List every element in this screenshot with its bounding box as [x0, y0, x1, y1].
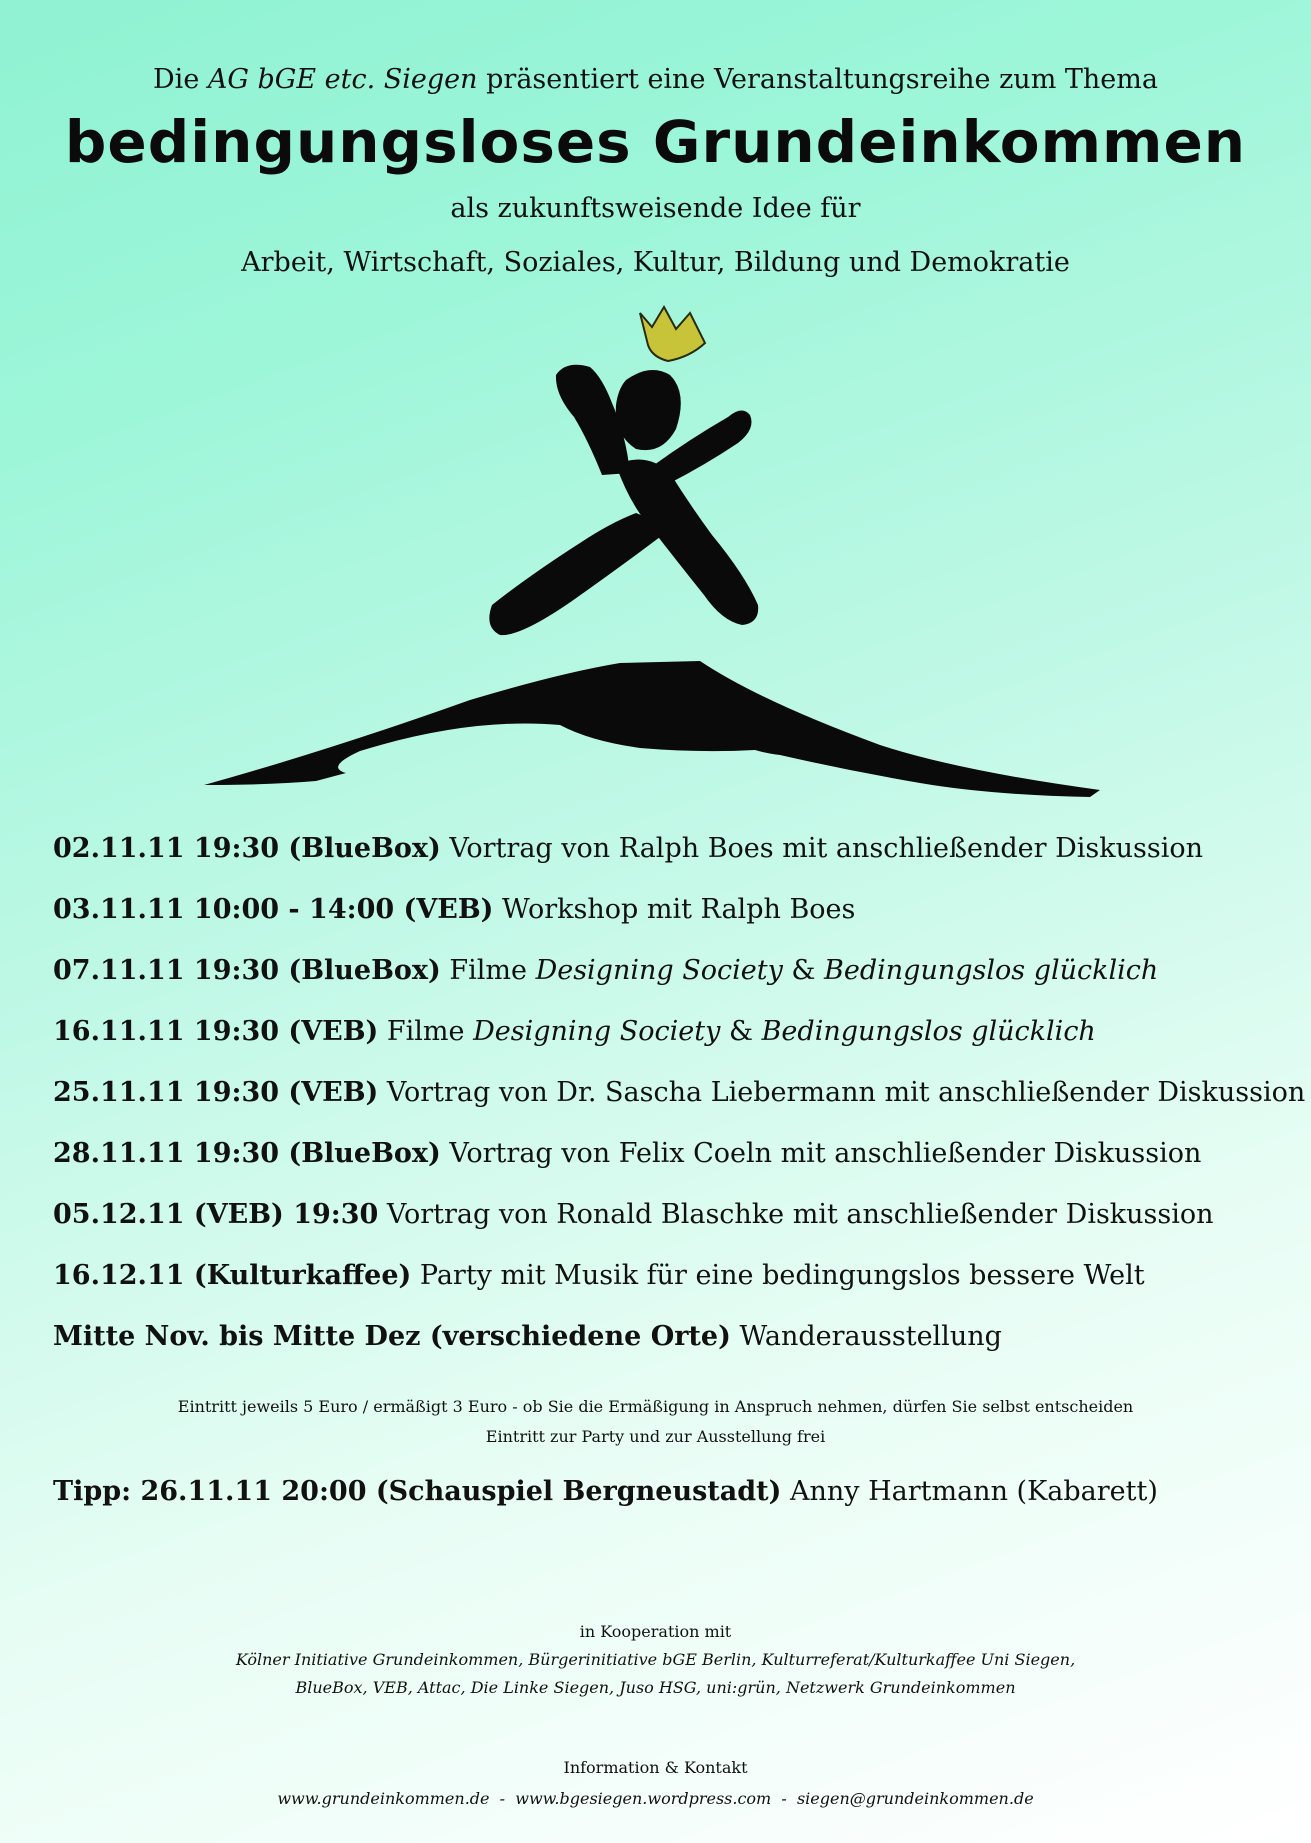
admission-line-1: Eintritt jeweils 5 Euro / ermäßigt 3 Euro - ob Sie die Ermäßigung in Anspruch nehmen, dürfen Sie selbst entscheiden	[177, 1397, 1134, 1416]
intro-post: präsentiert eine Veranstaltungsreihe zum Thema	[477, 64, 1158, 95]
event-date: 28.11.11 19:30 (BlueBox)	[53, 1138, 441, 1169]
tip-description: Anny Hartmann (Kabarett)	[781, 1476, 1158, 1507]
event-list	[53, 830, 1306, 1379]
event-date: 03.11.11 10:00 - 14:00 (VEB)	[53, 894, 494, 925]
event-date: 07.11.11 19:30 (BlueBox)	[53, 955, 441, 986]
event-description: Party mit Musik für eine bedingungslos bessere Welt	[411, 1260, 1145, 1291]
figure-head-icon	[616, 370, 681, 450]
cooperation-heading: in Kooperation mit	[579, 1622, 732, 1641]
cooperation-partners-1: Kölner Initiative Grundeinkommen, Bürgerinitiative bGE Berlin, Kulturreferat/Kulturkaffee Uni Siegen,	[235, 1650, 1076, 1669]
organizer-name: AG bGE etc. Siegen	[207, 64, 478, 95]
crown-icon	[640, 307, 705, 361]
list-item	[53, 830, 1273, 891]
event-description: Vortrag von Felix Coeln mit anschließender Diskussion	[440, 1138, 1202, 1169]
film-title: Designing Society	[535, 955, 783, 986]
event-description: Workshop mit Ralph Boes	[493, 894, 856, 925]
subtitle-line-1: als zukunftsweisende Idee für	[450, 193, 861, 224]
event-date: 25.11.11 19:30 (VEB)	[53, 1077, 379, 1108]
contact-heading: Information & Kontakt	[563, 1758, 748, 1777]
event-date: Mitte Nov. bis Mitte Dez (verschiedene Orte)	[53, 1321, 731, 1352]
admission-info	[0, 1392, 1311, 1452]
list-item	[53, 1257, 1273, 1318]
poster-title: bedingungsloses Grundeinkommen	[64, 108, 1247, 176]
ground-icon	[204, 661, 1100, 797]
ampersand: &	[720, 1016, 762, 1047]
list-item	[53, 1196, 1273, 1257]
event-date: 16.11.11 19:30 (VEB)	[53, 1016, 379, 1047]
event-description: Filme	[440, 955, 536, 986]
subtitle-line-2: Arbeit, Wirtschaft, Soziales, Kultur, Bildung und Demokratie	[241, 247, 1070, 278]
film-title: Bedingungslos glücklich	[761, 1016, 1096, 1047]
film-title: Designing Society	[473, 1016, 721, 1047]
event-date: 02.11.11 19:30 (BlueBox)	[53, 833, 441, 864]
event-description: Wanderausstellung	[730, 1321, 1002, 1352]
figure-left-leg-icon	[489, 513, 660, 635]
film-title: Bedingungslos glücklich	[824, 955, 1159, 986]
event-description: Filme	[378, 1016, 474, 1047]
event-date: 05.12.11 (VEB) 19:30	[53, 1199, 379, 1230]
admission-line-2: Eintritt zur Party und zur Ausstellung frei	[485, 1427, 826, 1446]
event-description: Vortrag von Ralph Boes mit anschließender Diskussion	[440, 833, 1204, 864]
intro-line	[0, 60, 1311, 100]
tip-line	[53, 1473, 1158, 1511]
contact-links: www.grundeinkommen.de - www.bgesiegen.wordpress.com - siegen@grundeinkommen.de	[277, 1789, 1034, 1808]
list-item	[53, 1074, 1306, 1135]
list-item	[53, 1013, 1273, 1074]
cooperation-partners-2: BlueBox, VEB, Attac, Die Linke Siegen, Juso HSG, uni:grün, Netzwerk Grundeinkommen	[295, 1678, 1016, 1697]
list-item	[53, 1318, 1273, 1379]
list-item	[53, 891, 1273, 952]
tip-date: Tipp: 26.11.11 20:00 (Schauspiel Bergneustadt)	[53, 1476, 782, 1507]
poster-header	[0, 60, 1311, 284]
event-description: Vortrag von Ronald Blaschke mit anschließender Diskussion	[378, 1199, 1214, 1230]
event-description: Vortrag von Dr. Sascha Liebermann mit anschließender Diskussion	[378, 1077, 1306, 1108]
list-item	[53, 952, 1273, 1013]
event-date: 16.12.11 (Kulturkaffee)	[53, 1260, 412, 1291]
list-item	[53, 1135, 1273, 1196]
cooperation-block	[0, 1618, 1311, 1702]
ampersand: &	[782, 955, 825, 986]
intro-pre: Die	[153, 64, 208, 95]
contact-block	[0, 1752, 1311, 1814]
jumping-figure-logo	[0, 305, 1311, 805]
